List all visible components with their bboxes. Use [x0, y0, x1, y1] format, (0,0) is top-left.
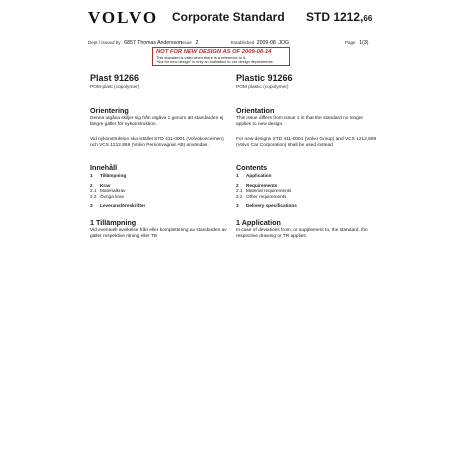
left-toc-item [90, 203, 145, 209]
dept-label: Dept / Issued by [88, 40, 121, 45]
left-toc-heading: Innehåll [90, 163, 118, 172]
right-orientation-paragraph-2: For new designs STD 411-0001 (Volvo Group) and VCS 1212,869 (Volvo Car Corporation) shall be used instead. [236, 137, 377, 149]
issue-value: 2 [195, 40, 199, 46]
toc-label: Övriga krav [100, 193, 124, 199]
right-section-1-text: In case of deviations from, or supplement to, the standard, the respective drawing or TR applies. [236, 228, 368, 240]
issue-field [181, 40, 198, 46]
right-toc-item [236, 203, 297, 209]
toc-label: Delivery specifications [246, 203, 297, 209]
left-subtitle: POM-plast (copolymer) [90, 85, 140, 90]
left-orientering-paragraph-2: Vid nykonstruktion ska istället STD 411-0001 (Volvokoncernen) och VCS 1212,869 (Volvo Personvagnar AB) användas. [90, 137, 224, 149]
right-title: Plastic 91266 [236, 73, 293, 83]
page-label: Page [345, 40, 356, 45]
page-field [345, 40, 369, 46]
toc-number: 2 [236, 182, 239, 188]
right-toc-list [236, 173, 297, 209]
toc-number: 2.1 [90, 188, 97, 194]
established-initials: JOG [278, 40, 290, 46]
toc-number: 2.2 [90, 193, 97, 199]
dept-value: 6857 Thomas Andersson [124, 40, 182, 46]
left-title: Plast 91266 [90, 73, 140, 83]
right-orientation-paragraph-1: This issue differs from issue 1 in that the standard no longer applies to new design. [236, 116, 364, 128]
volvo-logo: VOLVO [88, 8, 159, 27]
left-section-1-heading: 1 Tillämpning [90, 218, 137, 227]
toc-label: Material requirements [246, 188, 292, 194]
toc-number: 2.2 [236, 193, 243, 199]
right-subtitle: POM plastic (copolymer) [236, 85, 289, 90]
established-field [231, 40, 289, 46]
dept-issued-by [88, 40, 182, 46]
left-orientering-heading: Orientering [90, 106, 129, 115]
standard-number-suffix: 66 [363, 14, 373, 23]
toc-label: Other requirements [246, 193, 287, 199]
left-orientering-paragraph-1: Denna utgåva skiljer sig från utgåva 1 genom att standarden ej längre gäller för nykonstruktion. [90, 116, 224, 128]
notice-title: NOT FOR NEW DESIGN AS OF 2009-08-14 [156, 49, 272, 55]
toc-number: 1 [236, 173, 239, 178]
notice-line-2: "Not for new design" is only an indication to our design departments. [156, 59, 274, 65]
established-value: 2009-08 [256, 40, 276, 46]
standard-number [306, 10, 372, 24]
toc-label: Leveransföreskrifter [100, 203, 146, 209]
issue-label: Issue [181, 40, 192, 45]
toc-label: Krav [100, 182, 111, 188]
toc-label: Tillämpning [100, 173, 127, 178]
toc-label: Materialkrav [100, 188, 126, 194]
notice-line-1: This standard is valid when there is a reference to it. [156, 55, 246, 60]
right-section-1-heading: 1 Application [236, 218, 281, 227]
page-value: 1(3) [359, 40, 369, 46]
left-toc-list [90, 173, 145, 209]
standard-number-main: STD 1212, [306, 10, 364, 24]
not-for-new-design-notice [152, 47, 290, 66]
document-type-title: Corporate Standard [172, 10, 285, 24]
toc-number: 2.1 [236, 188, 243, 194]
toc-label: Requirements [246, 182, 278, 188]
right-orientation-heading: Orientation [236, 106, 275, 115]
left-section-1-text: Vid eventuell avvikelse från eller komplettering av standarden av gäller respektive ritning eller TB [90, 228, 227, 240]
toc-number: 2 [90, 182, 93, 188]
toc-number: 3 [236, 203, 239, 209]
toc-number: 3 [90, 203, 93, 209]
established-label: Established [231, 40, 255, 45]
toc-label: Application [246, 173, 272, 178]
toc-number: 1 [90, 173, 93, 178]
right-toc-heading: Contents [236, 163, 268, 172]
